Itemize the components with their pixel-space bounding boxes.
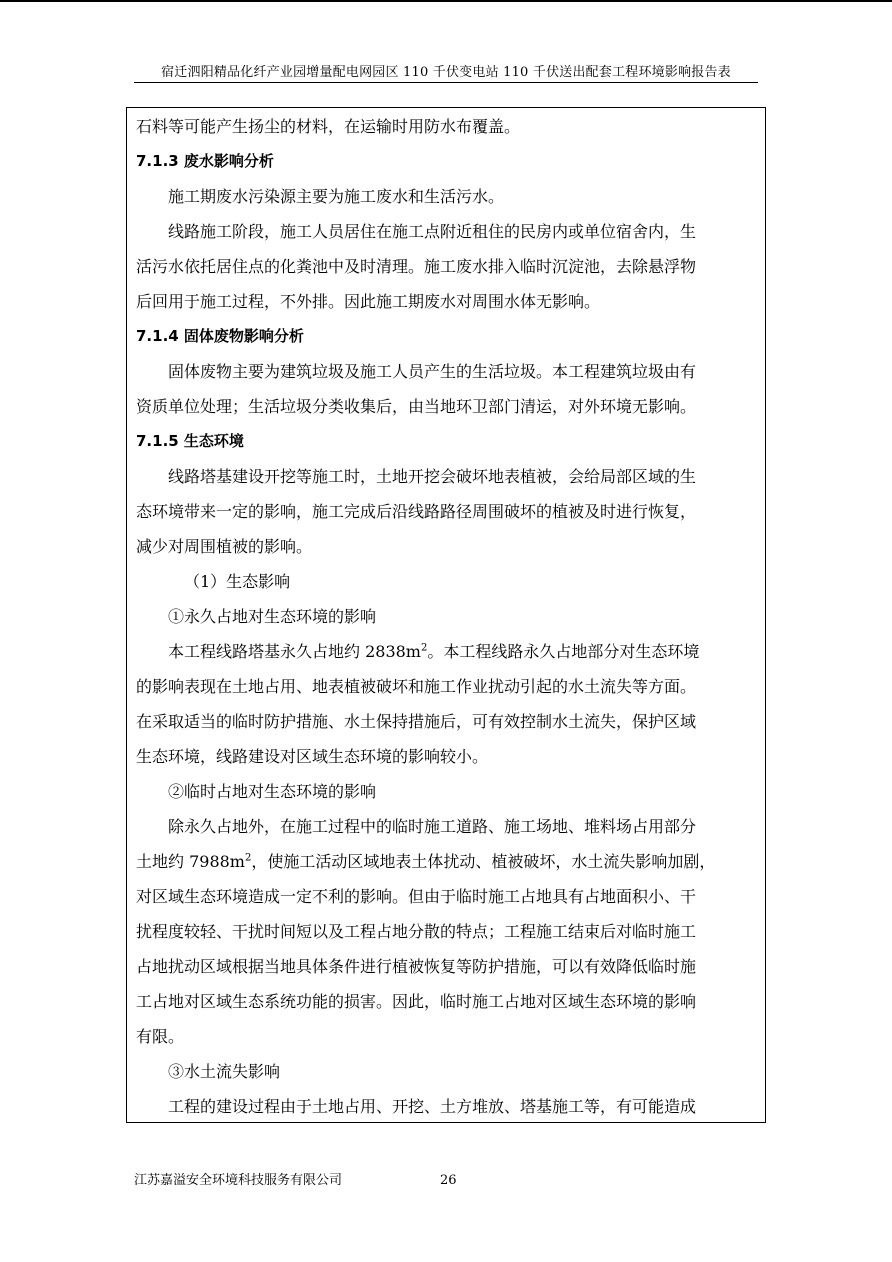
paragraph-line: 态环境带来一定的影响，施工完成后沿线路路径周围破坏的植被及时进行恢复， xyxy=(136,502,697,521)
paragraph-line: 线路施工阶段，施工人员居住在施工点附近租住的民房内或单位宿舍内，生 xyxy=(168,222,697,241)
paragraph-line: 固体废物主要为建筑垃圾及施工人员产生的生活垃圾。本工程建筑垃圾由有 xyxy=(168,362,697,381)
paragraph-line xyxy=(136,634,759,669)
subsection-label: ③水土流失影响 xyxy=(168,1062,281,1081)
paragraph-line: 占地扰动区域根据当地具体条件进行植被恢复等防护措施，可以有效降低临时施 xyxy=(136,957,697,976)
paragraph-line: 有限。 xyxy=(136,1027,185,1046)
header-divider xyxy=(134,82,758,83)
superscript: 2 xyxy=(244,852,252,864)
paragraph-line: 生态环境，线路建设对区域生态环境的影响较小。 xyxy=(136,747,489,766)
content-frame xyxy=(126,107,766,1123)
subsection-label: ①永久占地对生态环境的影响 xyxy=(168,607,377,626)
paragraph-line: 在采取适当的临时防护措施、水土保持措施后，可有效控制水土流失，保护区域 xyxy=(136,712,697,731)
text-run: 本工程线路塔基永久占地约 2838m xyxy=(168,642,421,661)
content-body xyxy=(136,109,759,1123)
paragraph-line: 工占地对区域生态系统功能的损害。因此，临时施工占地对区域生态环境的影响 xyxy=(136,992,697,1011)
subsection-label: （1）生态影响 xyxy=(184,572,291,591)
footer-page-number: 26 xyxy=(440,1173,457,1188)
paragraph-line: 除永久占地外，在施工过程中的临时施工道路、施工场地、堆料场占用部分 xyxy=(168,817,697,836)
top-border-rule xyxy=(0,0,892,2)
paragraph-line: 对区域生态环境造成一定不利的影响。但由于临时施工占地具有占地面积小、干 xyxy=(136,887,697,906)
section-heading-7-1-5: 7.1.5 生态环境 xyxy=(136,432,244,450)
section-heading-7-1-4: 7.1.4 固体废物影响分析 xyxy=(136,327,304,345)
document-header-title: 宿迁泗阳精品化纤产业园增量配电网园区 110 千伏变电站 110 千伏送出配套工程环境影响报告表 xyxy=(161,65,731,80)
superscript: 2 xyxy=(420,642,428,654)
section-heading-7-1-3: 7.1.3 废水影响分析 xyxy=(136,152,274,170)
paragraph-line: 后回用于施工过程，不外排。因此施工期废水对周围水体无影响。 xyxy=(136,292,601,311)
paragraph-line: 资质单位处理；生活垃圾分类收集后，由当地环卫部门清运，对外环境无影响。 xyxy=(136,397,697,416)
text-run: ，使施工活动区域地表土体扰动、植被破坏，水土流失影响加剧， xyxy=(251,852,716,871)
paragraph-line: 工程的建设过程由于土地占用、开挖、土方堆放、塔基施工等，有可能造成 xyxy=(168,1097,697,1116)
paragraph-line: 石料等可能产生扬尘的材料，在运输时用防水布覆盖。 xyxy=(136,117,521,136)
footer-company-name: 江苏嘉溢安全环境科技服务有限公司 xyxy=(134,1173,343,1188)
paragraph-line xyxy=(136,844,759,879)
text-run: 。本工程线路永久占地部分对生态环境 xyxy=(427,642,700,661)
paragraph-line: 扰程度较轻、干扰时间短以及工程占地分散的特点；工程施工结束后对临时施工 xyxy=(136,922,697,941)
paragraph-line: 施工期废水污染源主要为施工废水和生活污水。 xyxy=(168,187,505,206)
paragraph-line: 线路塔基建设开挖等施工时，土地开挖会破坏地表植被，会给局部区域的生 xyxy=(168,467,697,486)
text-run: 土地约 7988m xyxy=(136,852,245,871)
paragraph-line: 的影响表现在土地占用、地表植被破坏和施工作业扰动引起的水土流失等方面。 xyxy=(136,677,697,696)
subsection-label: ②临时占地对生态环境的影响 xyxy=(168,782,377,801)
paragraph-line: 活污水依托居住点的化粪池中及时清理。施工废水排入临时沉淀池，去除悬浮物 xyxy=(136,257,697,276)
paragraph-line: 减少对周围植被的影响。 xyxy=(136,537,313,556)
